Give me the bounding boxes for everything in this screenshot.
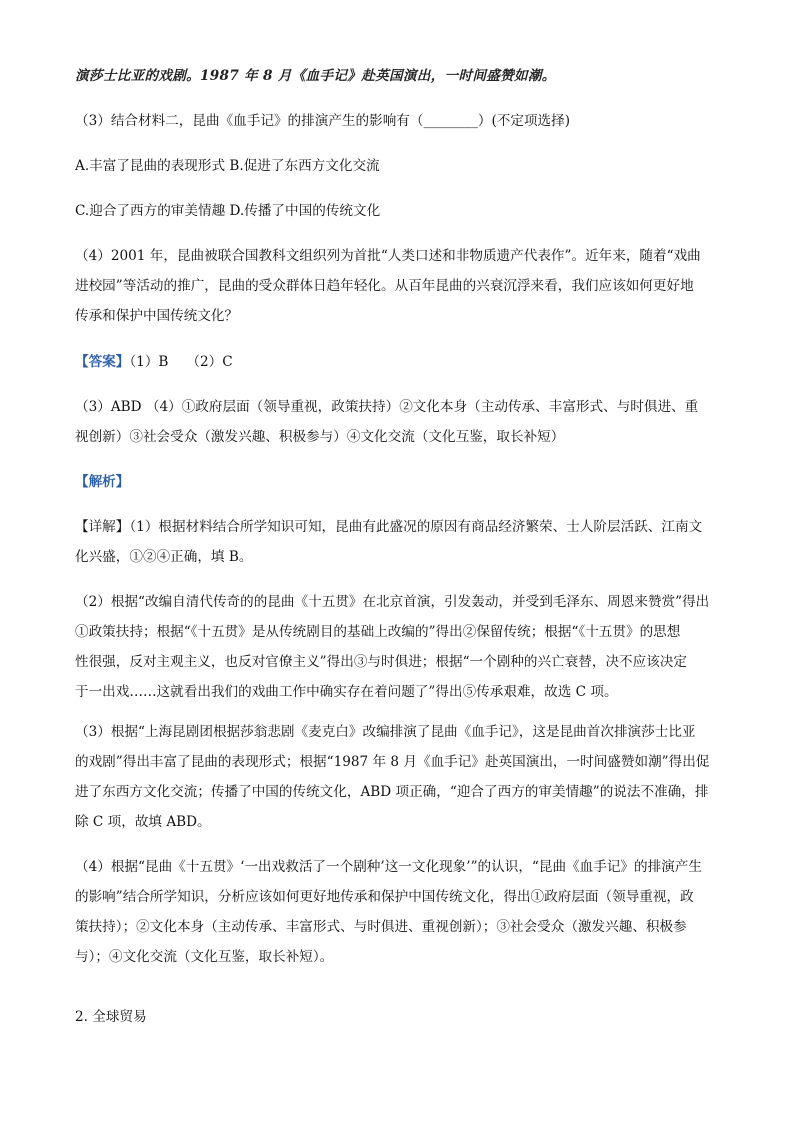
answer-part-1: （1）B xyxy=(129,354,169,370)
detail-2-line-2: ①政策扶持；根据“《十五贯》是从传统剧目的基础上改编的”得出②保留传统；根据“《十五贯》的思想 xyxy=(75,624,681,640)
option-c-d: C.迎合了西方的审美情趣 D.传播了中国的传统文化 xyxy=(75,203,381,219)
detail-2-line-4: 于一出戏……这就看出我们的戏曲工作中确实存在着问题了”得出⑤传承艰难，故选 C 项。 xyxy=(75,684,618,700)
option-a-b: A.丰富了昆曲的表现形式 B.促进了东西方文化交流 xyxy=(75,158,380,174)
detail-2-line-3: 性很强，反对主观主义，也反对官僚主义”得出③与时俱进；根据“一个剧种的兴亡衰替，决不应该决定 xyxy=(75,654,688,670)
detail-3-line-3: 进了东西方文化交流；传播了中国的传统文化，ABD 项正确，“迎合了西方的审美情趣”的说法不准确，排 xyxy=(75,784,709,800)
answer-line-2: （3）ABD （4）①政府层面（领导重视，政策扶持）②文化本身（主动传承、丰富形式、与时俱进、重 xyxy=(75,399,699,415)
detail-3-line-1: （3）根据“上海昆剧团根据莎翁悲剧《麦克白》改编排演了昆曲《血手记》，这是昆曲首次排演莎士比亚 xyxy=(75,724,696,740)
next-question-heading: 2. 全球贸易 xyxy=(75,1009,147,1025)
answer-line-1 xyxy=(75,347,725,377)
question-4-line-2: 进校园”等活动的推广，昆曲的受众群体日趋年轻化。从百年昆曲的兴衰沉浮来看，我们应该如何更好地 xyxy=(75,278,694,294)
answer-line-3: 视创新）③社会受众（激发兴趣、积极参与）④文化交流（文化互鉴，取长补短） xyxy=(75,429,565,445)
detail-3-line-2: 的戏剧”得出丰富了昆曲的表现形式；根据“1987 年 8 月《血手记》赴英国演出，一时间盛赞如潮”得出促 xyxy=(75,754,710,770)
material-line: 演莎士比亚的戏剧。1987 年 8 月《血手记》赴英国演出，一时间盛赞如潮。 xyxy=(75,68,556,84)
detail-1-line-1 xyxy=(75,512,725,542)
detail-4-line-4: 与）；④文化交流（文化互鉴，取长补短）。 xyxy=(75,949,334,965)
question-4-line-3: 传承和保护中国传统文化？ xyxy=(75,308,239,324)
detail-4-line-2: 的影响”结合所学知识，分析应该如何更好地传承和保护中国传统文化，得出①政府层面（领导重视，政 xyxy=(75,889,694,905)
analysis-label xyxy=(75,467,725,497)
detail-3-line-4: 除 C 项，故填 ABD。 xyxy=(75,814,211,830)
question-4-line-1: （4）2001 年，昆曲被联合国教科文组织列为首批“人类口述和非物质遗产代表作”。近年来，随着“戏曲 xyxy=(75,248,701,264)
detail-1-line-2: 化兴盛，①②④正确，填 B。 xyxy=(75,549,253,565)
question-3: （3）结合材料二，昆曲《血手记》的排演产生的影响有（________）(不定项选择) xyxy=(75,113,571,129)
answer-label: 【答案】 xyxy=(75,354,130,370)
detail-label: 【详解】 xyxy=(75,519,130,535)
analysis-label-text: 【解析】 xyxy=(75,474,130,490)
detail-1-text: （1）根据材料结合所学知识可知，昆曲有此盛况的原因有商品经济繁荣、士人阶层活跃、江南文 xyxy=(129,519,703,535)
answer-part-2: （2）C xyxy=(186,354,233,370)
detail-2-line-1: （2）根据“改编自清代传奇的的昆曲《十五贯》在北京首演，引发轰动，并受到毛泽东、周恩来赞赏”得出 xyxy=(75,594,710,610)
detail-4-line-1: （4）根据“昆曲《十五贯》‘一出戏救活了一个剧种’这一文化现象’”的认识，“昆曲《血手记》的排演产生 xyxy=(75,859,702,875)
detail-4-line-3: 策扶持）；②文化本身（主动传承、丰富形式、与时俱进、重视创新）；③社会受众（激发兴趣、积极参 xyxy=(75,919,687,935)
